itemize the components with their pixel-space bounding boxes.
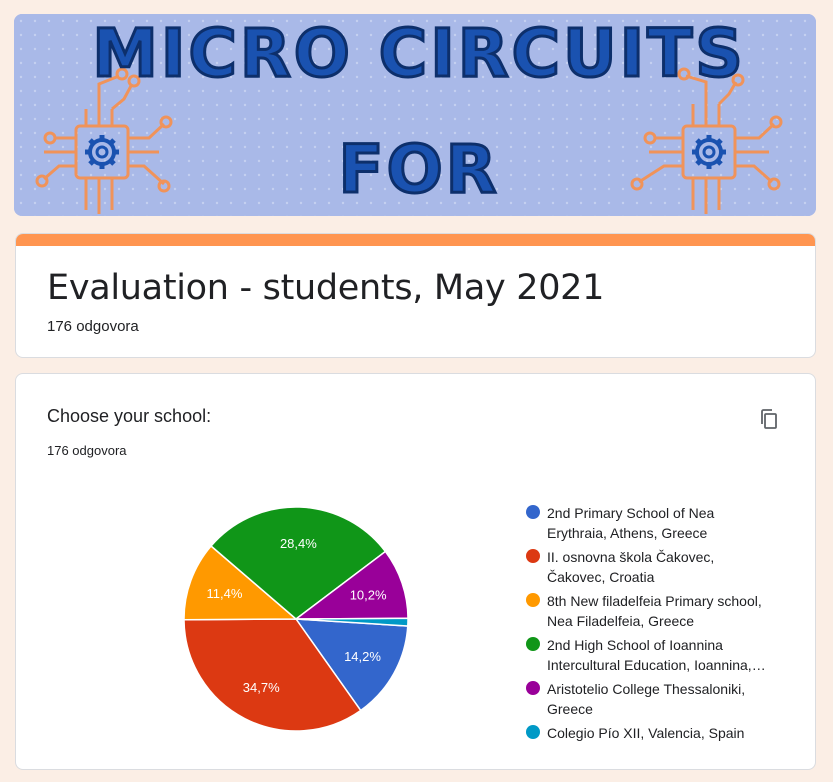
form-title-card [15, 233, 816, 358]
form-title: Evaluation - students, May 2021 [47, 268, 605, 308]
legend-label-1: II. osnovna škola Čakovec, Čakovec, Croatia [547, 549, 715, 585]
legend-item-1[interactable] [526, 547, 786, 587]
legend-label-0: 2nd Primary School of Nea Erythraia, Athens, Greece [547, 505, 715, 541]
copy-chart-button[interactable] [757, 407, 781, 431]
legend-swatch-2 [526, 593, 540, 607]
title-card-accent [16, 234, 815, 246]
legend-item-4[interactable] [526, 679, 786, 719]
legend-item-2[interactable] [526, 591, 786, 631]
legend-swatch-3 [526, 637, 540, 651]
question-response-count: 176 odgovora [47, 443, 127, 458]
pie-slice-label-2: 11,4% [206, 585, 243, 601]
banner-graphic [14, 14, 816, 216]
legend-swatch-0 [526, 505, 540, 519]
legend-swatch-1 [526, 549, 540, 563]
copy-icon [757, 407, 781, 431]
legend-item-3[interactable] [526, 635, 786, 675]
legend-item-5[interactable] [526, 723, 786, 743]
legend-label-3: 2nd High School of Ioannina Intercultural Education, Ioannina, [547, 637, 752, 673]
question-title: Choose your school: [47, 406, 212, 426]
pie-slice-label-3: 28,4% [279, 535, 317, 551]
legend-swatch-5 [526, 725, 540, 739]
legend-label-4: Aristotelio College Thessaloniki, Greece [547, 681, 746, 717]
legend-label-2: 8th New filadelfeia Primary school, Nea Filadelfeia, Greece [547, 593, 762, 629]
legend-item-0[interactable] [526, 503, 786, 543]
pie-slice-label-0: 14,2% [344, 649, 381, 665]
header-banner [14, 14, 816, 216]
legend-label-5: Colegio Pío XII, Valencia, Spain [547, 725, 745, 741]
form-response-count: 176 odgovora [47, 318, 139, 335]
pie-slice-label-1: 34,7% [242, 679, 280, 695]
question-summary-card [15, 373, 816, 770]
pie-slice-label-4: 10,2% [349, 587, 387, 603]
banner-title-line1: MICRO CIRCUITS [92, 15, 746, 92]
legend-swatch-4 [526, 681, 540, 695]
banner-title-line2: FOR [338, 131, 500, 208]
pie-chart [166, 489, 426, 749]
chart-legend [526, 503, 786, 747]
